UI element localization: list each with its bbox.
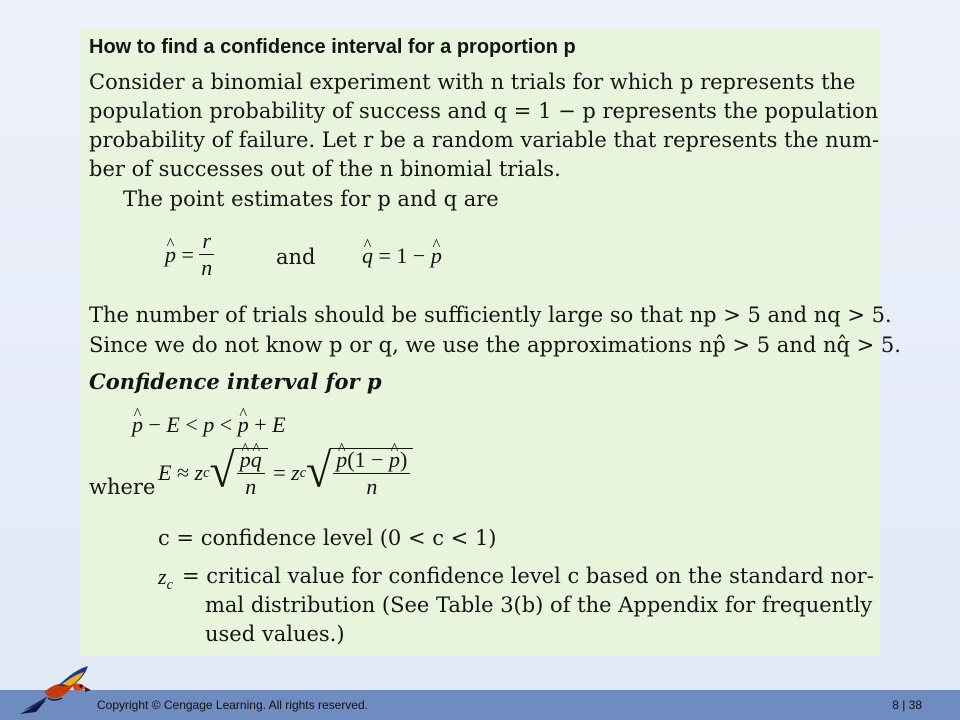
zc-symbol: $z_c$ [158, 564, 173, 593]
q-hat-formula: ^ q = 1 − ^ p [362, 245, 442, 267]
slide-title: How to find a confidence interval for a proportion p [89, 36, 576, 58]
point-estimates-line: The point estimates for p and q are [123, 187, 499, 211]
error-formula: E ≈ z c √ ^ $\frac{p\^{} q}{n}$ = z c √ ^ $\frac{p(1 - \^{} p)}{n}$ [158, 448, 413, 498]
copyright-text: Copyright © Cengage Learning. All rights reserved. [97, 698, 368, 712]
p-hat-formula: ^ p = $\frac{r}{n}$ [165, 230, 214, 279]
footer-bar [0, 690, 960, 720]
intro-line-3: probability of failure. Let r be a random variable that represents the num- [89, 128, 880, 152]
intro-line-4: ber of successes out of the n binomial trials. [89, 157, 561, 181]
where-word: where [89, 475, 156, 499]
zc-def-line-3: used values.) [205, 622, 345, 646]
intro-line-1: Consider a binomial experiment with n trials for which p represents the [89, 70, 856, 94]
ci-heading: Confidence interval for p [89, 369, 382, 394]
page-number: 8 | 38 [892, 698, 922, 712]
zc-def-line-2: mal distribution (See Table 3(b) of the Appendix for frequently [205, 593, 873, 617]
intro-line-2: population probability of success and q = 1 − p represents the population [89, 99, 879, 123]
zc-def-line-1: = critical value for confidence level c based on the standard nor- [182, 564, 874, 588]
condition-line-1: The number of trials should be sufficiently large so that np > 5 and nq > 5. [89, 303, 892, 327]
c-definition: c = confidence level (0 < c < 1) [158, 526, 497, 550]
condition-line-2: Since we do not know p or q, we use the approximations np̂ > 5 and nq̂ > 5. [89, 333, 901, 357]
ci-formula: ^ p − E < p < ^ p + E [132, 414, 286, 436]
parrot-logo-icon [18, 662, 96, 718]
and-word: and [276, 245, 316, 269]
